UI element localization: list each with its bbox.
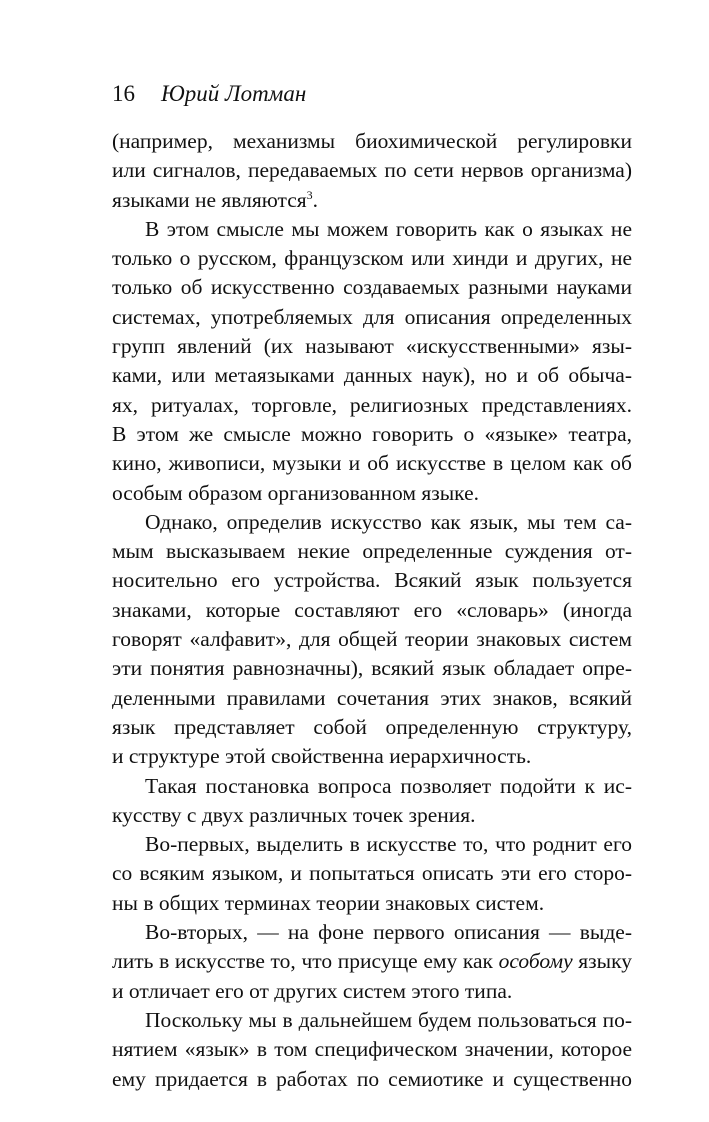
text-line: Такая постановка вопроса позволяет подойти к ис- [145, 773, 632, 798]
text-line: эти понятия равнозначны), всякий язык обладает опре- [112, 656, 632, 681]
text-line: со всяким языком, и попытаться описать эти его сторо- [112, 861, 632, 886]
text-line: и структуре этой свойственна иерархичность. [112, 744, 532, 769]
text-line: В этом же смысле можно говорить о «языке» театра, [112, 421, 632, 446]
line-text: языками не являются [112, 187, 307, 212]
footnote-marker: 3 [306, 187, 313, 202]
text-line: Поскольку мы в дальнейшем будем пользоваться по- [145, 1007, 632, 1032]
text-line: (например, механизмы биохимической регулировки [112, 129, 632, 153]
text-line: и отличает его от других систем этого типа. [112, 978, 513, 1003]
text-line: говорят «алфавит», для общей теории знаковых систем [112, 627, 632, 652]
text-line: особым образом организованном языке. [112, 480, 480, 505]
text-line: или сигналов, передаваемых по сети нервов организма) [112, 158, 632, 183]
text-line: ях, ритуалах, торговле, религиозных представлениях. [112, 392, 632, 417]
paragraph [112, 918, 632, 1006]
text-line: кусству с двух различных точек зрения. [112, 802, 476, 827]
text-line: ему придается в работах по семиотике и существенно [112, 1066, 632, 1091]
italic-emphasis: особому [498, 949, 573, 974]
text-line: нятием «язык» в том специфическом значении, которое [112, 1037, 632, 1062]
text-line: мым высказываем некие определенные суждения от- [112, 539, 632, 564]
text-line: групп явлений (их называют «искусственными» язы- [112, 334, 632, 359]
text-line: язык представляет собой определенную структуру, [112, 714, 632, 739]
text-line: ками, или метаязыками данных наук), но и об обыча- [112, 363, 632, 388]
text-line: только об искусственно создаваемых разными науками [112, 275, 632, 300]
text-line: деленными правилами сочетания этих знаков, всякий [112, 685, 632, 710]
text-line: только о русском, французском или хинди и других, не [112, 246, 632, 271]
text-line [112, 947, 632, 976]
line-punct: . [312, 187, 319, 212]
body-text [112, 127, 632, 1094]
paragraph [112, 215, 632, 508]
text-line: системах, употребляемых для описания определенных [112, 304, 632, 329]
text-line: носительно его устройства. Всякий язык пользуется [112, 568, 632, 593]
text-line: Во-первых, выделить в искусстве то, что роднит его [145, 832, 632, 857]
paragraph [112, 772, 632, 831]
text-line: Во-вторых, — на фоне первого описания — выде- [145, 920, 632, 945]
line-text: языку [572, 949, 632, 974]
paragraph [112, 1006, 632, 1094]
paragraph [112, 830, 632, 918]
text-line: знаками, которые составляют его «словарь» (иногда [112, 597, 632, 622]
paragraph [112, 127, 632, 215]
page-number: 16 [112, 81, 135, 106]
running-author: Юрий Лотман [161, 81, 307, 106]
text-line [112, 186, 632, 215]
paragraph [112, 508, 632, 772]
running-header [112, 80, 306, 108]
text-line: Однако, определив искусство как язык, мы тем са- [145, 509, 632, 534]
text-line: В этом смысле мы можем говорить как о языках не [145, 216, 632, 241]
text-line: ны в общих терминах теории знаковых систем. [112, 890, 545, 915]
line-text: лить в искусстве то, что присуще ему как [112, 949, 499, 974]
text-line: кино, живописи, музыки и об искусстве в целом как об [112, 451, 632, 476]
